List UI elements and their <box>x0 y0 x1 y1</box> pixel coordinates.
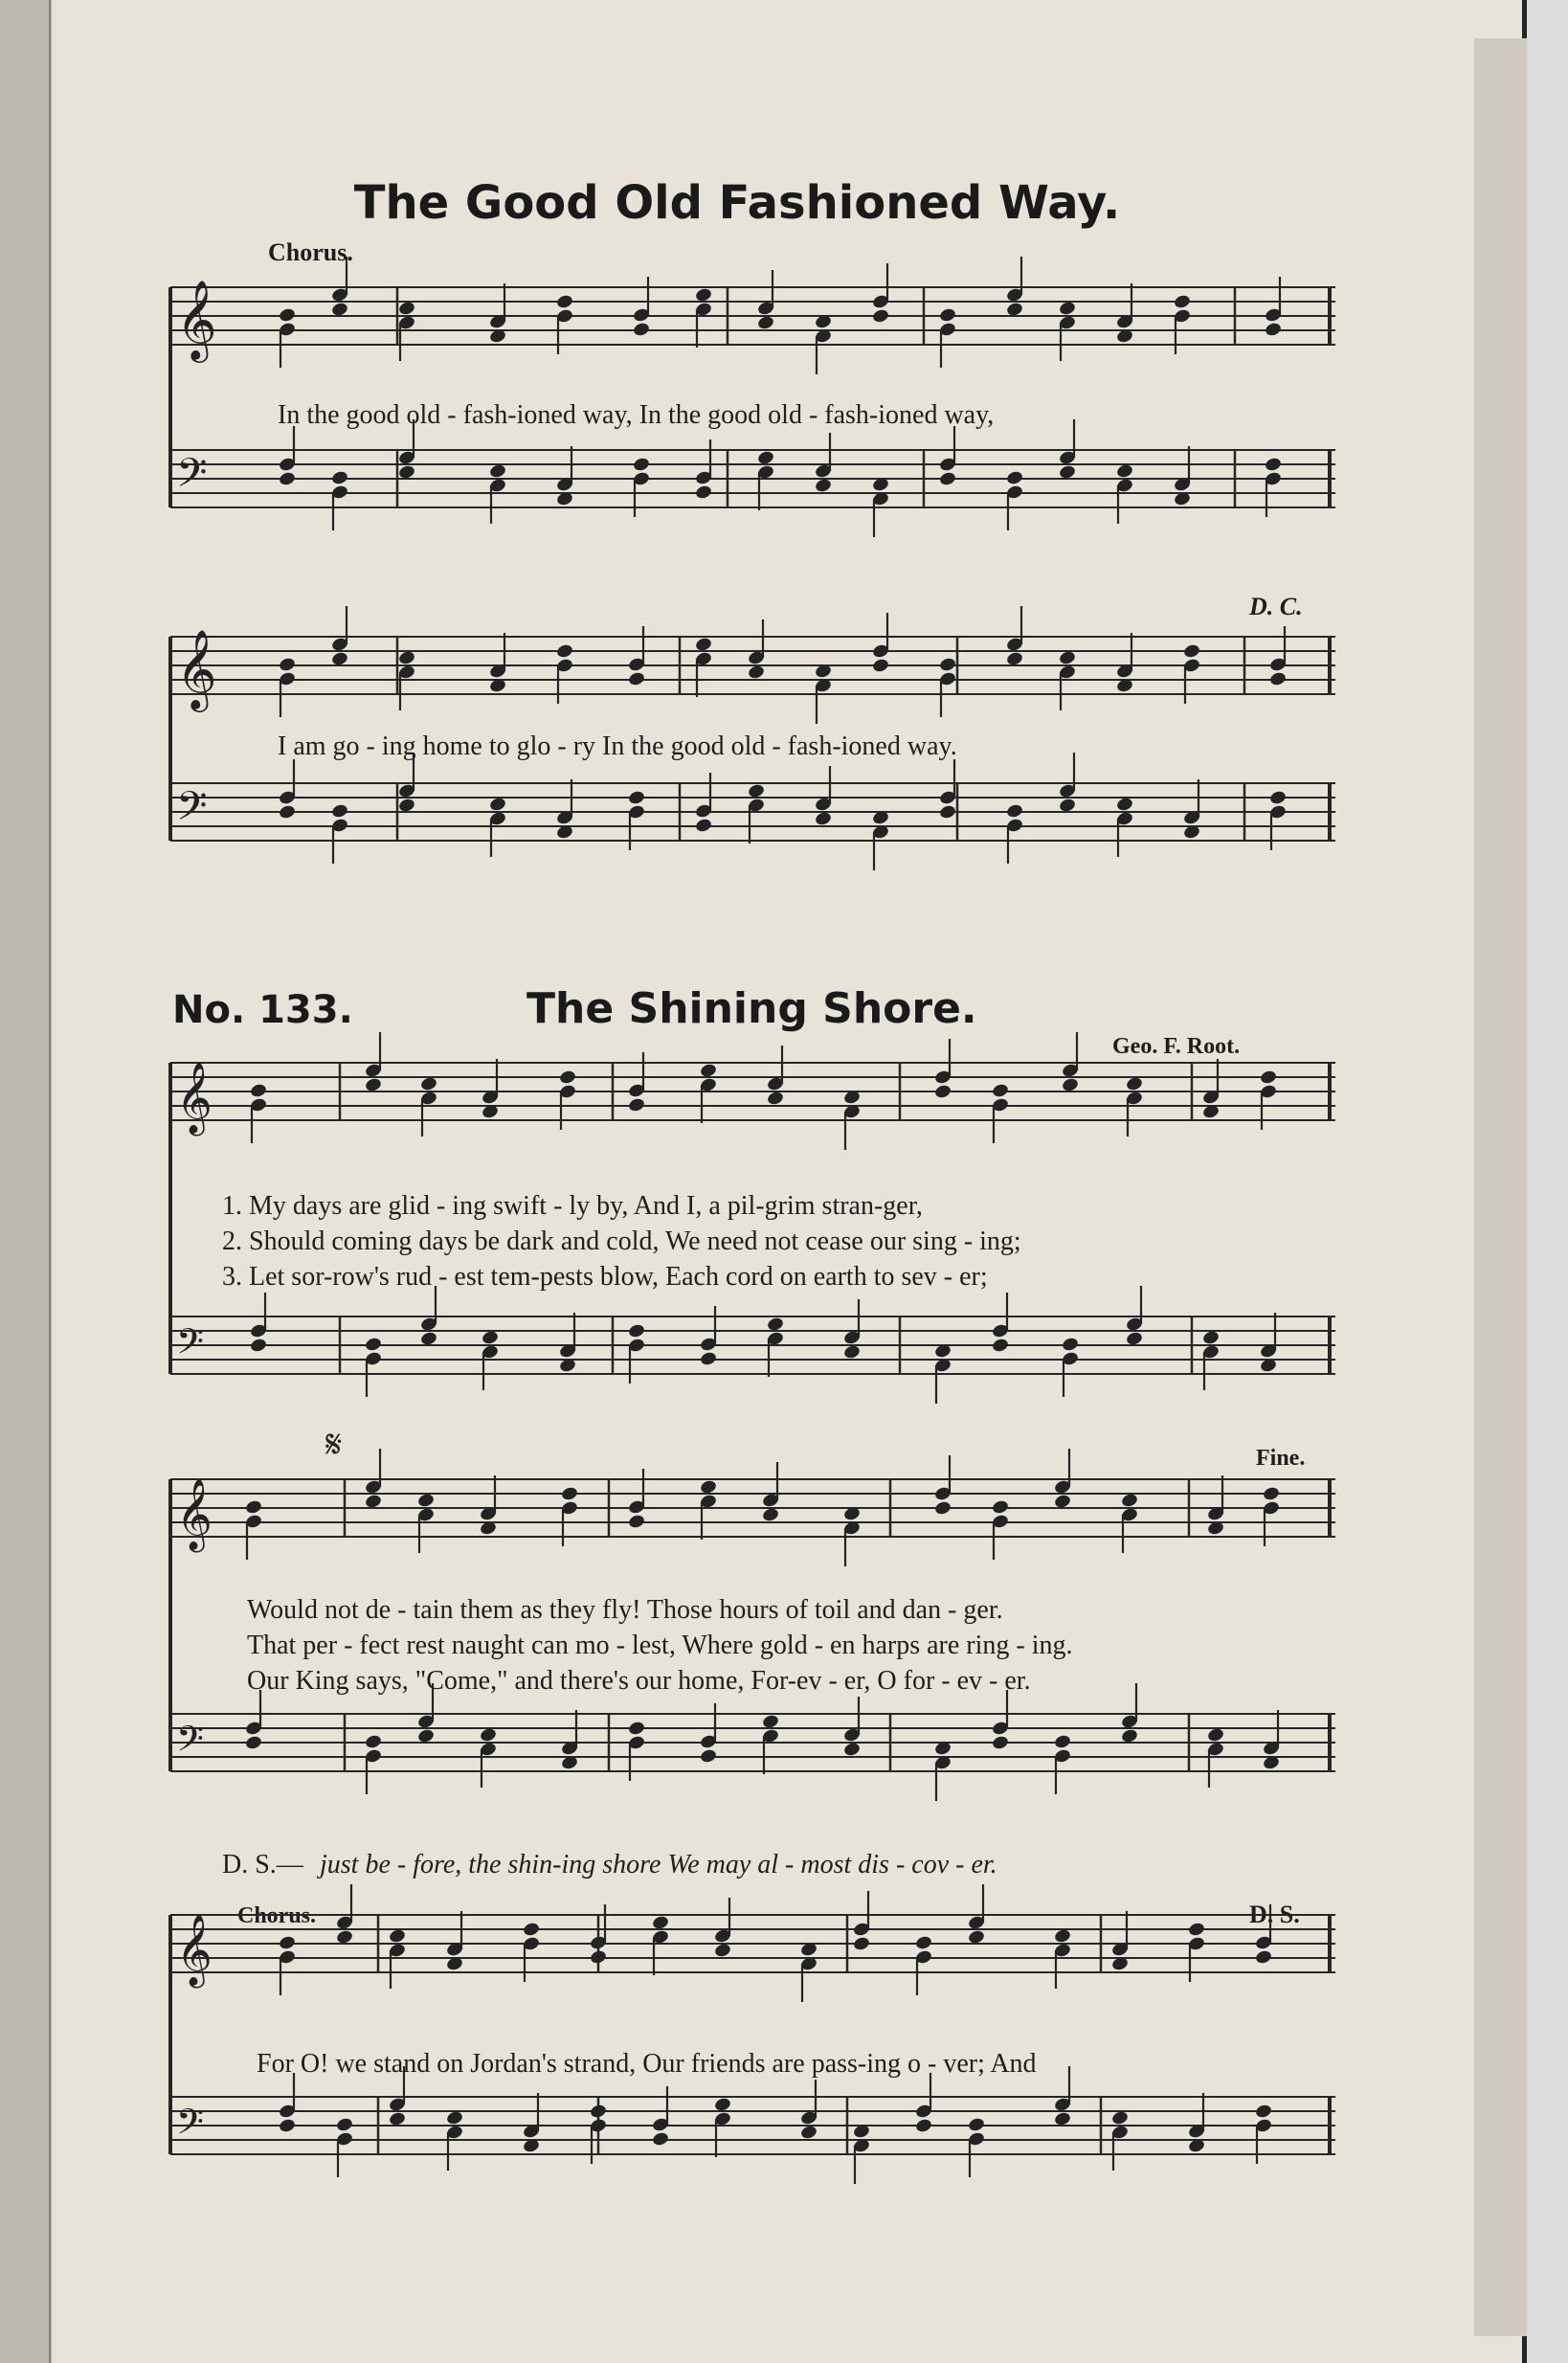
treble-clef-icon: 𝄞 <box>176 628 217 709</box>
song2-verse-a-1: 1. My days are glid - ing swift - ly by, And I, a pil-grim stran-ger, <box>222 1191 923 1221</box>
previous-page-edge <box>0 0 53 2363</box>
song1-dc-label: D. C. <box>1249 593 1303 620</box>
page-stack-edge <box>1474 38 1532 2336</box>
song2-verse-b-1: Would not de - tain them as they fly! Those hours of toil and dan - ger. <box>247 1595 1003 1625</box>
segno-sign: 𝄋 <box>325 1423 343 1467</box>
song2-chorus-lyrics: For O! we stand on Jordan's strand, Our friends are pass-ing o - ver; And <box>257 2049 1037 2079</box>
right-margin <box>1527 0 1568 2363</box>
treble-clef-icon: 𝄞 <box>176 1915 213 1986</box>
song2-fine-label: Fine. <box>1256 1446 1306 1471</box>
song1-title: The Good Old Fashioned Way. <box>353 176 1121 230</box>
song2-verse-b-3: Our King says, "Come," and there's our home, For-ev - er, O for - ev - er. <box>247 1666 1031 1696</box>
song1-lyrics-line-1: In the good old - fash-ioned way, In the good old - fash-ioned way, <box>278 400 995 430</box>
bass-clef-icon: 𝄢 <box>176 2101 204 2151</box>
bass-clef-icon: 𝄢 <box>176 1320 204 1371</box>
treble-clef-icon: 𝄞 <box>176 1479 213 1550</box>
song2-ds-line-text: just be - fore, the shin-ing shore We may al - most dis - cov - er. <box>320 1850 997 1879</box>
bass-clef-icon: 𝄢 <box>176 449 208 506</box>
song1-chorus-label: Chorus. <box>268 238 353 266</box>
song2-verse-a-3: 3. Let sor-row's rud - est tem-pests blow, Each cord on earth to sev - er; <box>222 1262 988 1292</box>
page-paper <box>48 0 1522 2363</box>
song2-ds-line-label: D. S.— <box>222 1850 303 1879</box>
bass-clef-icon: 𝄢 <box>176 1718 204 1768</box>
song2-number: No. 133. <box>172 988 353 1032</box>
song2-verse-a-2: 2. Should coming days be dark and cold, We need not cease our sing - ing; <box>222 1227 1021 1256</box>
song2-chorus-label: Chorus. <box>237 1903 317 1928</box>
treble-clef-icon: 𝄞 <box>176 279 217 359</box>
treble-clef-icon: 𝄞 <box>176 1063 213 1134</box>
song2-verse-b-2: That per - fect rest naught can mo - lest, Where gold - en harps are ring - ing. <box>247 1631 1073 1660</box>
song2-ds-label: D. S. <box>1249 1901 1300 1928</box>
bass-clef-icon: 𝄢 <box>176 782 208 839</box>
song2-composer: Geo. F. Root. <box>1112 1034 1241 1059</box>
song1-lyrics-line-2: I am go - ing home to glo - ry In the good old - fash-ioned way. <box>278 731 957 761</box>
song2-title: The Shining Shore. <box>526 984 977 1033</box>
